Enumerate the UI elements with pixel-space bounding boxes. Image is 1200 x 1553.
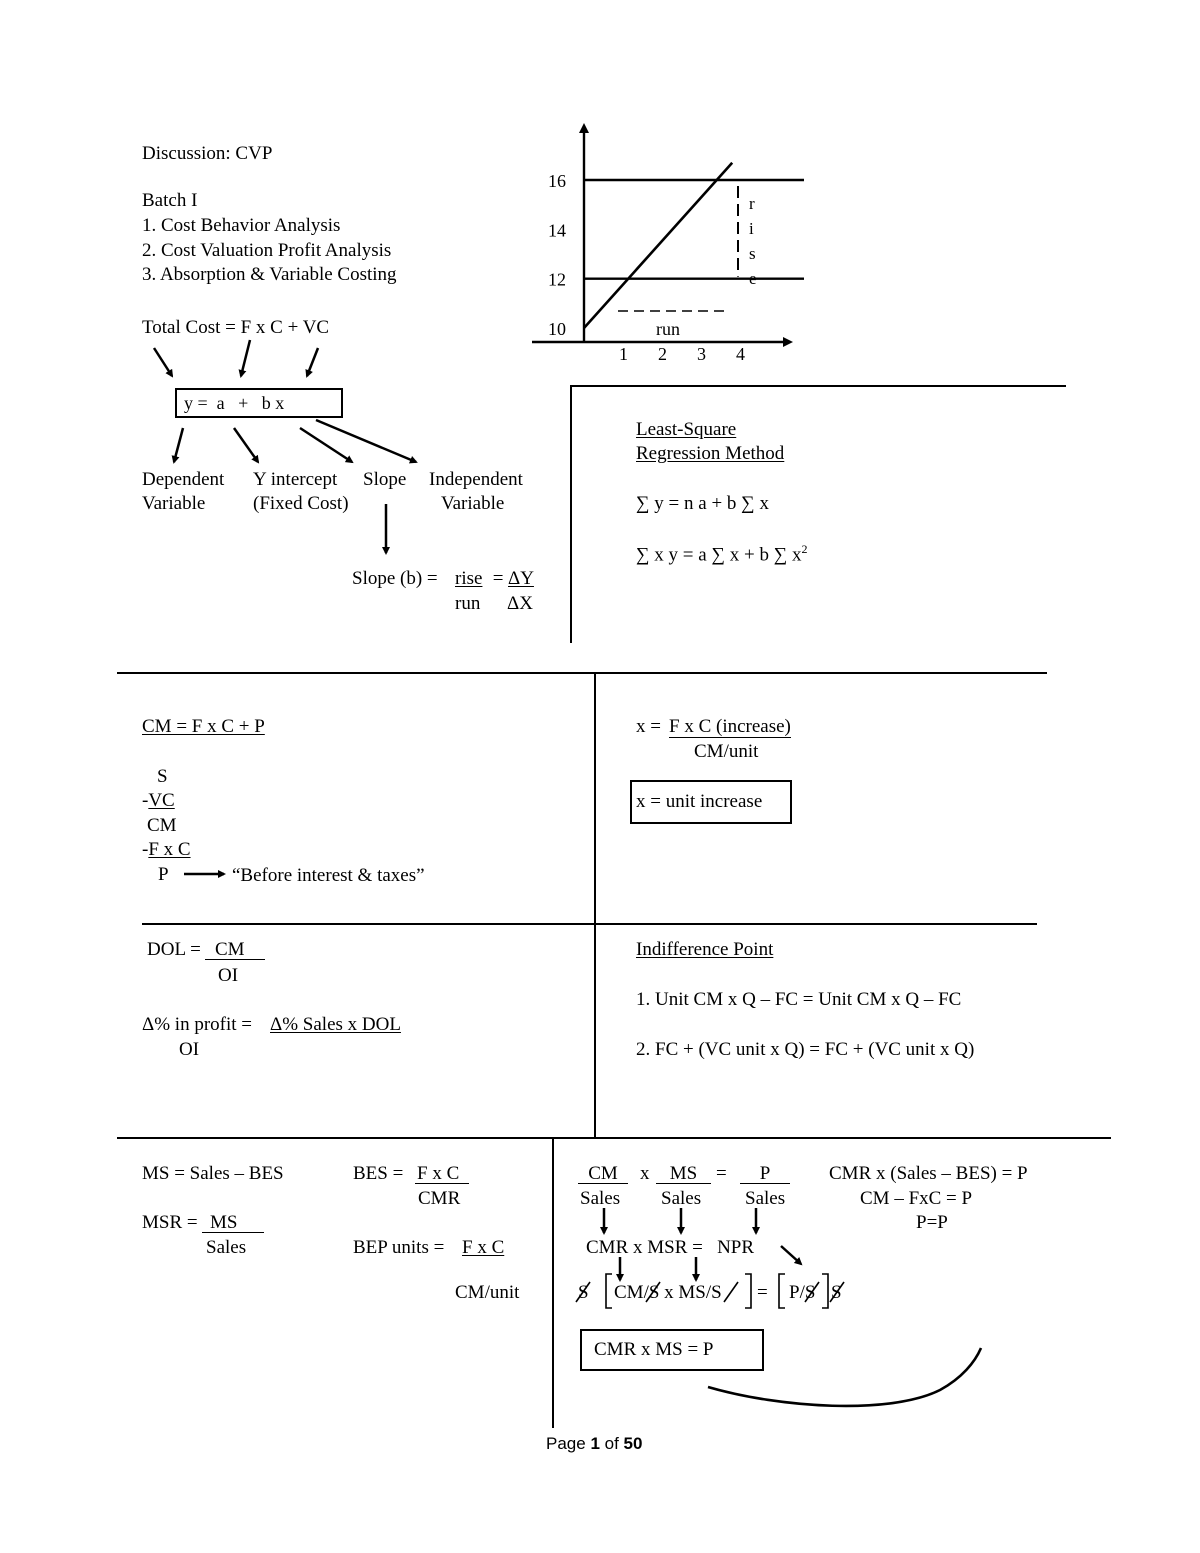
rise-run-chart <box>520 120 820 364</box>
rise-letter: e <box>749 269 757 288</box>
bes-denominator: CMR <box>418 1188 461 1209</box>
income-line: -F x C <box>142 839 191 860</box>
ms-formula: MS = Sales – BES <box>142 1163 284 1184</box>
rise-letter: r <box>749 194 755 213</box>
cost-line <box>584 163 732 328</box>
x-tick-label: 1 <box>619 344 628 364</box>
normal-equation-1: ∑ y = n a + b ∑ x <box>636 493 769 514</box>
dol-numerator: CM <box>205 940 265 960</box>
arrow-icon <box>241 340 250 376</box>
dol-denominator: OI <box>218 965 239 986</box>
y-tick-label: 14 <box>548 220 566 241</box>
cmr-ms-box-text: CMR x MS = P <box>594 1339 714 1360</box>
slope-equals: = <box>488 568 509 589</box>
dependent-label: Dependent <box>142 469 225 490</box>
slope-delta-x: ΔX <box>507 593 533 614</box>
ratio-cm: CM <box>578 1164 628 1184</box>
least-square-title: Least-Square <box>636 419 737 440</box>
arrow-icon <box>234 428 258 462</box>
rise-letter: s <box>749 244 756 263</box>
page-number: Page 1 of 50 <box>546 1434 643 1453</box>
panel-divider <box>570 385 572 643</box>
bep-denominator: CM/unit <box>455 1282 520 1303</box>
topic-item: 3. Absorption & Variable Costing <box>142 264 397 285</box>
ratio-eq2: = <box>757 1282 768 1303</box>
indifference-title: Indifference Point <box>636 939 774 960</box>
rise-letter: i <box>749 219 754 238</box>
arrow-icon <box>174 428 183 462</box>
slope-delta-y: ΔY <box>508 568 534 589</box>
topic-item: 1. Cost Behavior Analysis <box>142 215 341 236</box>
msr-denominator: Sales <box>206 1237 247 1258</box>
y-tick-label: 12 <box>548 269 566 290</box>
unit-increase-box-text: x = unit increase <box>636 791 763 812</box>
ratio-times: x <box>640 1163 650 1184</box>
ratio-sales: Sales <box>661 1188 702 1209</box>
panel-divider <box>570 385 1066 387</box>
ratio-sales: Sales <box>580 1188 621 1209</box>
unit-increase-denominator: CM/unit <box>694 741 759 762</box>
current-page: 1 <box>590 1434 600 1453</box>
y-tick-label: 10 <box>548 319 566 339</box>
independent-variable-label: Variable <box>441 493 505 514</box>
bep-prefix: BEP units = <box>353 1237 450 1258</box>
bes-prefix: BES = <box>353 1163 409 1184</box>
ratio-p: P <box>740 1164 790 1184</box>
y-tick-label: 16 <box>548 171 566 191</box>
regression-equation: y = a + b x <box>184 393 285 413</box>
normal-equation-2: ∑ x y = a ∑ x + b ∑ $x^2$ <box>636 542 808 566</box>
section-divider <box>117 1137 1111 1139</box>
section-divider <box>552 1137 554 1428</box>
independent-label: Independent <box>429 469 523 490</box>
batch-label: Batch I <box>142 190 198 211</box>
profit-change-denominator: OI <box>179 1039 200 1060</box>
ratio-s-right: S <box>831 1282 842 1303</box>
arrow-icon <box>781 1246 801 1264</box>
arrow-icon <box>154 348 172 376</box>
slope-label: Slope <box>363 469 407 490</box>
slope-formula-prefix: Slope (b) = <box>352 568 443 589</box>
arrow-icon <box>316 420 416 462</box>
msr-prefix: MSR = <box>142 1212 203 1233</box>
cm-fxc-p: CM – FxC = P <box>860 1188 973 1209</box>
cmr-sales-bes: CMR x (Sales – BES) = P <box>829 1163 1028 1184</box>
ratio-equals: = <box>716 1163 727 1184</box>
total-cost-formula: Total Cost = F x C + VC <box>142 317 330 338</box>
ratio-s-left: S <box>578 1282 589 1303</box>
total-pages: 50 <box>623 1434 643 1453</box>
profit-change-numerator: Δ% Sales x DOL <box>270 1014 401 1035</box>
fixed-cost-label: (Fixed Cost) <box>253 493 349 514</box>
p-equals-p: P=P <box>916 1212 948 1233</box>
y-intercept-label: Y intercept <box>253 469 338 490</box>
indifference-equation-1: 1. Unit CM x Q – FC = Unit CM x Q – FC <box>636 989 962 1010</box>
before-interest-note: “Before interest & taxes” <box>232 865 425 886</box>
slope-rise: rise <box>455 568 483 589</box>
slope-run: run <box>455 593 481 614</box>
run-label: run <box>656 319 680 339</box>
income-line: -VC <box>142 790 175 811</box>
x-equals: x = <box>636 716 666 737</box>
income-line: S <box>157 766 168 787</box>
income-line: CM <box>147 815 177 836</box>
profit-change-prefix: Δ% in profit = <box>142 1014 257 1035</box>
msr-numerator: MS <box>202 1213 264 1233</box>
income-line: P <box>158 864 169 885</box>
ratio-ps: P/S <box>789 1282 816 1303</box>
document-title: Discussion: CVP <box>142 143 273 164</box>
x-tick-label: 3 <box>697 344 706 364</box>
section-divider <box>594 672 596 1138</box>
dol-prefix: DOL = <box>147 939 206 960</box>
dependent-variable-label: Variable <box>142 493 206 514</box>
section-divider <box>117 672 1047 674</box>
bes-numerator: F x C <box>415 1164 469 1184</box>
regression-method-title: Regression Method <box>636 443 785 464</box>
bep-numerator: F x C <box>462 1237 505 1258</box>
cm-title: CM = F x C + P <box>142 716 265 737</box>
cmr-msr-npr: CMR x MSR = NPR <box>586 1237 755 1258</box>
x-tick-label: 4 <box>736 344 745 364</box>
section-divider <box>142 923 1037 925</box>
ratio-cms-mss: CM/S x MS/S <box>614 1282 722 1303</box>
arrow-icon <box>307 348 318 376</box>
indifference-equation-2: 2. FC + (VC unit x Q) = FC + (VC unit x Q) <box>636 1039 975 1060</box>
unit-increase-numerator: F x C (increase) <box>669 716 791 737</box>
topic-item: 2. Cost Valuation Profit Analysis <box>142 240 392 261</box>
x-tick-label: 2 <box>658 344 667 364</box>
ratio-sales: Sales <box>745 1188 786 1209</box>
ratio-ms: MS <box>656 1164 711 1184</box>
